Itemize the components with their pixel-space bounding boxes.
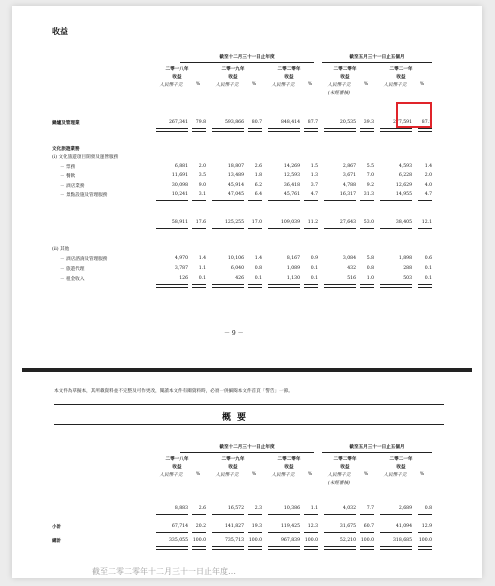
sub-header: 收益 (172, 75, 182, 80)
rule-line (192, 514, 206, 515)
row-label: － 景點設施及管理服務 (60, 193, 108, 198)
rule-line (268, 546, 300, 550)
rule-line (418, 228, 432, 229)
cell-percent: 53.0 (363, 220, 374, 225)
cell-percent: 1.4 (198, 256, 206, 261)
cell-percent: 100.0 (192, 538, 206, 543)
rule-line (360, 284, 374, 288)
cell-percent: 100.0 (248, 538, 262, 543)
cell-percent: 87.1 (421, 120, 432, 125)
rule-line (248, 532, 262, 533)
cell-percent: 7.7 (366, 506, 374, 511)
cell-percent: 1.4 (424, 164, 432, 169)
cell-value: 58,911 (171, 220, 188, 225)
summary-title: 概要 (222, 413, 253, 423)
rule-line (324, 128, 356, 132)
cell-percent: 17.6 (195, 220, 206, 225)
cell-percent: 0.1 (424, 276, 432, 281)
cell-value: 14,955 (395, 192, 412, 197)
pct-label: % (363, 82, 369, 87)
cell-value: 2,867 (342, 164, 356, 169)
cell-percent: 0.1 (310, 266, 318, 271)
cell-value: 67,714 (171, 524, 188, 529)
rule-line (380, 228, 412, 229)
year-header-2021: 二零二一年 (389, 67, 413, 72)
rule-line (360, 128, 374, 132)
rule-line (324, 514, 356, 515)
year-header-2019: 二零一九年 (221, 457, 245, 462)
rule-line (304, 514, 318, 515)
cell-value: 27,643 (339, 220, 356, 225)
cell-value: 1,089 (286, 266, 300, 271)
rule-line (268, 228, 300, 229)
rule-line (324, 546, 356, 550)
sub-header: 收益 (228, 465, 238, 470)
cell-percent: 4.0 (424, 183, 432, 188)
cell-value: 31,675 (339, 524, 356, 529)
rule-line (418, 200, 432, 201)
pct-label: % (251, 82, 257, 87)
cell-value: 8,167 (286, 256, 300, 261)
rule-line (418, 546, 432, 550)
year-header-2020b: 二零二零年 (333, 67, 357, 72)
cell-value: 967,839 (281, 538, 300, 543)
rule-line (304, 228, 318, 229)
cell-value: 848,414 (281, 120, 300, 125)
cell-value: 41,094 (395, 524, 412, 529)
cell-percent: 12.1 (421, 220, 432, 225)
pct-label: % (419, 82, 425, 87)
unit-label: 人民幣千元 (383, 473, 407, 478)
rule-line (156, 532, 188, 533)
cell-percent: 1.8 (254, 173, 262, 178)
cell-value: 432 (347, 266, 356, 271)
cell-percent: 3.1 (198, 192, 206, 197)
cell-percent: 0.6 (424, 256, 432, 261)
document-viewer (12, 6, 482, 578)
cell-value: 335,055 (169, 538, 188, 543)
rule-line (156, 284, 188, 288)
unit-label: 人民幣千元 (383, 83, 407, 88)
rule-line (156, 128, 188, 132)
cell-percent: 0.1 (310, 276, 318, 281)
cell-percent: 0.9 (310, 256, 318, 261)
row-label: 總計 (52, 539, 62, 544)
year-header-2019: 二零一九年 (221, 67, 245, 72)
section-title: 收益 (52, 26, 68, 36)
row-label: － 租金收入 (60, 277, 85, 282)
rule-line (380, 532, 412, 533)
sub-header: 收益 (396, 465, 406, 470)
row-label: － 酒店諮詢及管理服務 (60, 257, 108, 262)
rule-line (268, 128, 300, 132)
row-label: － 票務 (60, 165, 76, 170)
cell-percent: 31.3 (363, 192, 374, 197)
cell-percent: 0.8 (366, 266, 374, 271)
cell-value: 36,418 (283, 183, 300, 188)
rule-line (324, 228, 356, 229)
page-9 (12, 6, 482, 366)
cell-percent: 2.6 (198, 506, 206, 511)
pct-label: % (363, 472, 369, 477)
cell-percent: 1.4 (254, 256, 262, 261)
cell-value: 12,629 (395, 183, 412, 188)
highlight-box (396, 102, 432, 128)
cell-percent: 5.5 (366, 164, 374, 169)
pct-label: % (419, 472, 425, 477)
row-label: (i) 文化旅遊項目開發及運營服務 (52, 155, 119, 160)
pct-label: % (307, 472, 313, 477)
rule-line (248, 128, 262, 132)
rule-line (380, 546, 412, 550)
cell-value: 125,255 (225, 220, 244, 225)
cell-percent: 4.7 (310, 192, 318, 197)
cell-value: 10,386 (283, 506, 300, 511)
row-label: 小計 (52, 525, 62, 530)
rule-line (156, 546, 188, 550)
cell-value: 12,593 (283, 173, 300, 178)
rule-line (212, 200, 244, 201)
sub-header: 收益 (284, 75, 294, 80)
draft-notice: 本文件為草擬本，其所載資料並不完整及可作更改，閱讀本文件有關資料時，必須一併細閱本文件首頁「警告」一節。 (54, 389, 293, 394)
cell-value: 38,405 (395, 220, 412, 225)
cell-value: 8,883 (174, 506, 188, 511)
cell-value: 6,228 (398, 173, 412, 178)
cell-percent: 12.9 (421, 524, 432, 529)
cell-value: 735,713 (225, 538, 244, 543)
cell-value: 4,593 (398, 164, 412, 169)
cell-percent: 7.0 (366, 173, 374, 178)
cell-value: 30,098 (171, 183, 188, 188)
cell-percent: 100.0 (304, 538, 318, 543)
rule-line (212, 514, 244, 515)
rule-line (248, 200, 262, 201)
cell-percent: 0.8 (254, 266, 262, 271)
cell-percent: 0.1 (198, 276, 206, 281)
unit-label: 人民幣千元 (215, 473, 239, 478)
rule-line (248, 514, 262, 515)
cell-percent: 1.1 (198, 266, 206, 271)
cell-percent: 6.2 (254, 183, 262, 188)
rule-line (418, 532, 432, 533)
cell-value: 6,881 (174, 164, 188, 169)
cell-percent: 1.3 (310, 173, 318, 178)
row-label: － 旅遊代理 (60, 267, 85, 272)
cell-percent: 87.7 (307, 120, 318, 125)
cell-percent: 19.3 (251, 524, 262, 529)
year-header-2020: 二零二零年 (277, 67, 301, 72)
cell-percent: 11.2 (307, 220, 318, 225)
rule-line (360, 228, 374, 229)
cell-percent: 3.7 (310, 183, 318, 188)
cell-percent: 100.0 (360, 538, 374, 543)
unit-label: 人民幣千元 (159, 83, 183, 88)
rule-line (360, 200, 374, 201)
rule-line (304, 284, 318, 288)
rule-line (192, 128, 206, 132)
rule-line (192, 532, 206, 533)
rule-line (268, 532, 300, 533)
rule-line (268, 514, 300, 515)
cell-value: 52,210 (339, 538, 356, 543)
rule-line (380, 514, 412, 515)
rule-line (248, 546, 262, 550)
cell-percent: 79.8 (195, 120, 206, 125)
rule-line (418, 284, 432, 288)
rule-line (156, 228, 188, 229)
rule-line (156, 200, 188, 201)
rule-line (268, 284, 300, 288)
cell-value: 277,591 (393, 120, 412, 125)
rule-line (304, 200, 318, 201)
page-number: － 9 － (224, 330, 244, 337)
unit-label: 人民幣千元 (271, 83, 295, 88)
cell-value: 2,689 (398, 506, 412, 511)
cell-value: 141,827 (225, 524, 244, 529)
cell-percent: 1.0 (366, 276, 374, 281)
row-label: 鍋爐及管理業 (52, 121, 80, 126)
rule-line (212, 128, 244, 132)
rule-line (192, 228, 206, 229)
cell-percent: 6.4 (254, 192, 262, 197)
rule-line (304, 532, 318, 533)
rule-line (212, 284, 244, 288)
cell-percent: 39.3 (363, 120, 374, 125)
cell-value: 318,685 (393, 538, 412, 543)
cell-percent: 20.2 (195, 524, 206, 529)
cell-value: 3,787 (174, 266, 188, 271)
rule-line (360, 532, 374, 533)
cell-percent: 17.0 (251, 220, 262, 225)
sub-header: 收益 (396, 75, 406, 80)
pct-label: % (195, 82, 201, 87)
group-header-five-months: 截至五月三十一日止五個月 (349, 55, 405, 60)
cell-value: 593,866 (225, 120, 244, 125)
year-header-2018: 二零一八年 (165, 67, 189, 72)
year-header-2021: 二零二一年 (389, 457, 413, 462)
rule-line (324, 200, 356, 201)
group-header-five-months: 截至五月三十一日止五個月 (349, 445, 405, 450)
cell-percent: 2.6 (254, 164, 262, 169)
sub-header: 收益 (340, 465, 350, 470)
cell-percent: 0.1 (254, 276, 262, 281)
cell-percent: 1.5 (310, 164, 318, 169)
cut-off-text: 截至二零二零年十二月三十一日止年度… (92, 567, 236, 576)
unit-label: 人民幣千元 (327, 83, 351, 88)
cell-percent: 0.8 (424, 506, 432, 511)
rule-line (192, 284, 206, 288)
rule-line (380, 200, 412, 201)
cell-value: 18,807 (227, 164, 244, 169)
cell-value: 503 (403, 276, 412, 281)
cell-value: 10,241 (171, 192, 188, 197)
cell-value: 14,269 (283, 164, 300, 169)
cell-value: 1,898 (398, 256, 412, 261)
cell-value: 6,040 (230, 266, 244, 271)
cell-percent: 3.5 (198, 173, 206, 178)
rule-line (418, 514, 432, 515)
rule-line (380, 128, 412, 132)
cell-value: 45,914 (227, 183, 244, 188)
rule-line (156, 514, 188, 515)
rule-line (192, 546, 206, 550)
cell-value: 288 (403, 266, 412, 271)
year-header-2018: 二零一八年 (165, 457, 189, 462)
cell-percent: 2.0 (424, 173, 432, 178)
cell-percent: 9.0 (198, 183, 206, 188)
cell-percent: 5.8 (366, 256, 374, 261)
cell-value: 426 (235, 276, 244, 281)
row-label: － 酒店業務 (60, 184, 85, 189)
cell-value: 4,032 (342, 506, 356, 511)
cell-value: 45,761 (283, 192, 300, 197)
cell-percent: 2.3 (254, 506, 262, 511)
row-label: － 餐飲 (60, 174, 76, 179)
year-header-2020: 二零二零年 (277, 457, 301, 462)
rule-line (268, 200, 300, 201)
rule-line (248, 228, 262, 229)
sub-header: 收益 (172, 465, 182, 470)
cell-value: 16,317 (339, 192, 356, 197)
summary-page (12, 370, 482, 578)
pct-label: % (251, 472, 257, 477)
sub-header: 收益 (284, 465, 294, 470)
rule-line (212, 546, 244, 550)
cell-value: 3,671 (342, 173, 356, 178)
cell-percent: 12.3 (307, 524, 318, 529)
year-header-2020b: 二零二零年 (333, 457, 357, 462)
cell-percent: 4.7 (424, 192, 432, 197)
cell-value: 10,106 (227, 256, 244, 261)
rule-line (304, 546, 318, 550)
cell-percent: 60.7 (363, 524, 374, 529)
cell-value: 47,045 (227, 192, 244, 197)
cell-percent: 2.0 (198, 164, 206, 169)
pct-label: % (307, 82, 313, 87)
cell-value: 1,130 (286, 276, 300, 281)
group-header-annual: 截至十二月三十一日止年度 (219, 55, 275, 60)
unit-label: 人民幣千元 (327, 473, 351, 478)
unit-label: 人民幣千元 (215, 83, 239, 88)
cell-value: 4,970 (174, 256, 188, 261)
rule-line (212, 228, 244, 229)
unit-label: 人民幣千元 (159, 473, 183, 478)
rule-line (324, 532, 356, 533)
unaudited-label: (未經審核) (328, 481, 350, 486)
rule-line (192, 200, 206, 201)
cell-value: 11,691 (171, 173, 188, 178)
cell-value: 16,572 (227, 506, 244, 511)
cell-value: 126 (179, 276, 188, 281)
pct-label: % (195, 472, 201, 477)
rule-line (212, 532, 244, 533)
rule-line (418, 128, 432, 132)
unit-label: 人民幣千元 (271, 473, 295, 478)
rule-line (324, 284, 356, 288)
cell-value: 119,425 (281, 524, 300, 529)
rule-line (360, 514, 374, 515)
cell-value: 516 (347, 276, 356, 281)
rule-line (248, 284, 262, 288)
rule-line (360, 546, 374, 550)
rule-line (380, 284, 412, 288)
cell-value: 4,788 (342, 183, 356, 188)
cell-value: 13,489 (227, 173, 244, 178)
cell-percent: 80.7 (251, 120, 262, 125)
cell-percent: 0.1 (424, 266, 432, 271)
cell-value: 267,341 (169, 120, 188, 125)
row-label: 文化旅遊業務 (52, 147, 80, 152)
cell-percent: 100.0 (418, 538, 432, 543)
cell-percent: 1.1 (310, 506, 318, 511)
row-label: (ii) 其他 (52, 247, 70, 252)
cell-value: 109,039 (281, 220, 300, 225)
sub-header: 收益 (228, 75, 238, 80)
unaudited-label: (未經審核) (328, 91, 350, 96)
group-header-annual: 截至十二月三十一日止年度 (219, 445, 275, 450)
rule-line (304, 128, 318, 132)
sub-header: 收益 (340, 75, 350, 80)
cell-value: 3,084 (342, 256, 356, 261)
cell-percent: 9.2 (366, 183, 374, 188)
cell-value: 20,535 (339, 120, 356, 125)
